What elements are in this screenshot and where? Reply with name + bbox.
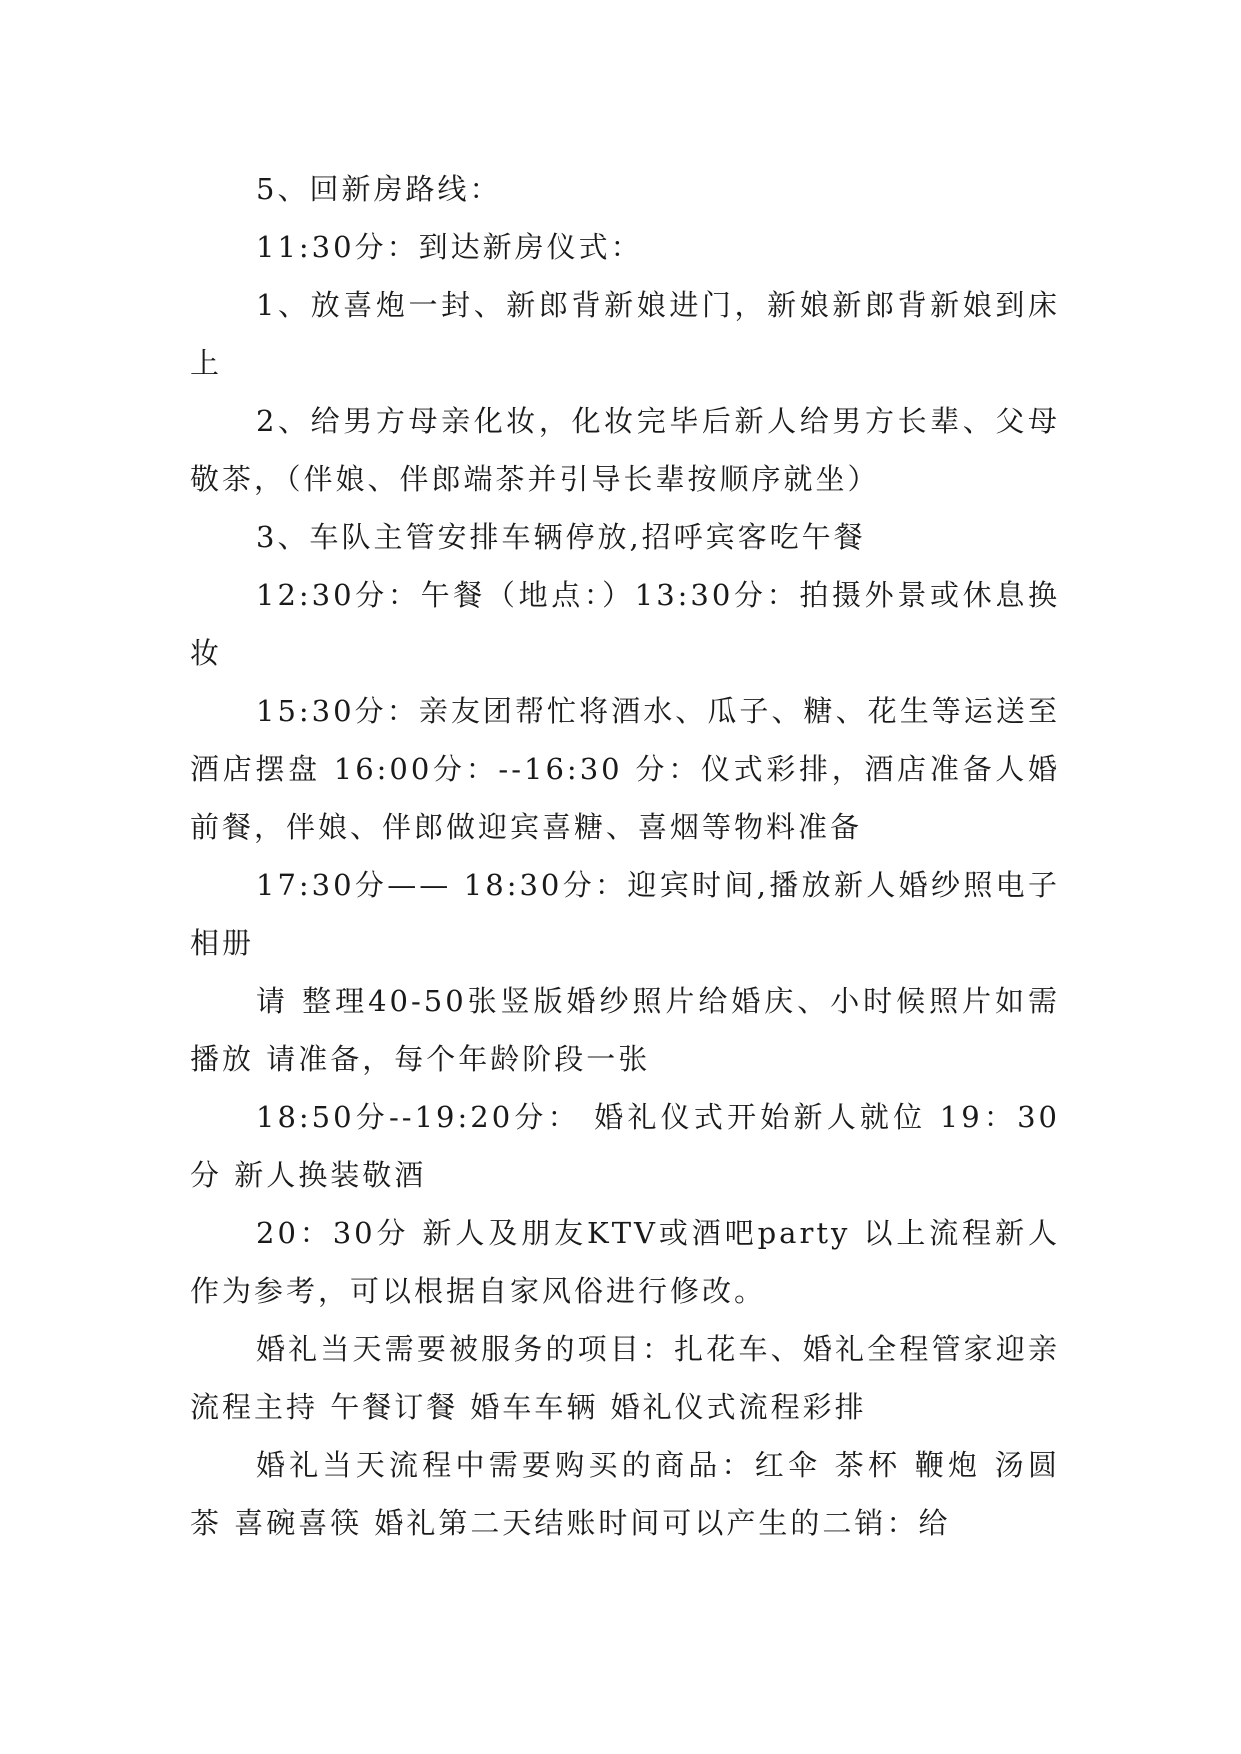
paragraph: 18:50分--19:20分： 婚礼仪式开始新人就位 19：30分 新人换装敬酒 [190,1100,1060,1192]
paragraph: 20：30分 新人及朋友KTV或酒吧party 以上流程新人作为参考，可以根据自家风俗进行修改。 [190,1216,1060,1308]
paragraph: 17:30分—— 18:30分：迎宾时间,播放新人婚纱照电子相册 [190,868,1060,960]
paragraph: 5、回新房路线： [256,172,502,206]
document-body [190,160,1073,1552]
paragraph: 15:30分：亲友团帮忙将酒水、瓜子、糖、花生等运送至酒店摆盘 16:00分：--16:30 分：仪式彩排，酒店准备人婚前餐，伴娘、伴郎做迎宾喜糖、喜烟等物料准备 [190,694,1060,844]
paragraph: 1、放喜炮一封、新郎背新娘进门，新娘新郎背新娘到床上 [190,288,1060,380]
paragraph: 12:30分：午餐（地点：）13:30分：拍摄外景或休息换妆 [190,578,1060,670]
paragraph: 2、给男方母亲化妆，化妆完毕后新人给男方长辈、父母敬茶，（伴娘、伴郎端茶并引导长辈按顺序就坐） [190,404,1060,496]
paragraph: 婚礼当天需要被服务的项目：扎花车、婚礼全程管家迎亲流程主持 午餐订餐 婚车车辆 婚礼仪式流程彩排 [190,1332,1060,1424]
paragraph: 婚礼当天流程中需要购买的商品：红伞 茶杯 鞭炮 汤圆 茶 喜碗喜筷 婚礼第二天结账时间可以产生的二销：给 [190,1448,1073,1540]
paragraph: 请 整理40-50张竖版婚纱照片给婚庆、小时候照片如需播放 请准备，每个年龄阶段一张 [190,984,1060,1076]
paragraph: 11:30分：到达新房仪式： [256,230,643,264]
paragraph: 3、车队主管安排车辆停放,招呼宾客吃午餐 [256,520,866,554]
